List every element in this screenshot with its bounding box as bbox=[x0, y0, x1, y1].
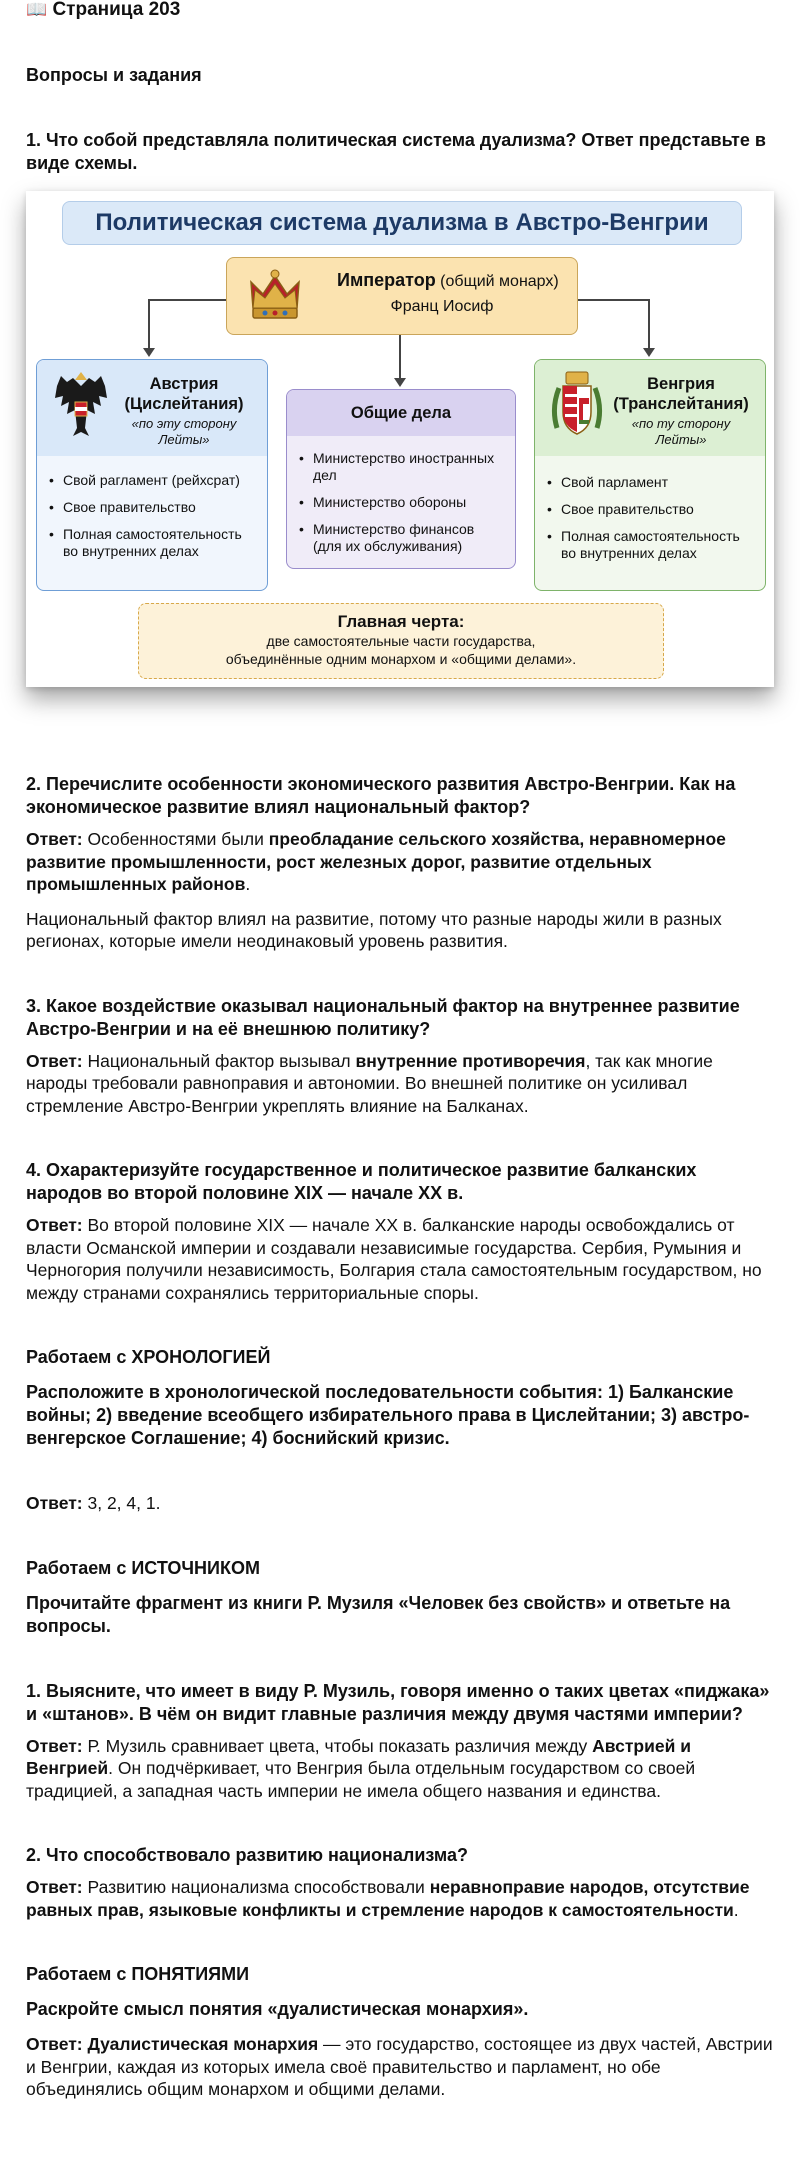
source-answer-1: Ответ: Р. Музиль сравнивает цвета, чтобы показать различия между Австрией и Венгрией. Он подчёркивает, что Венгрия была отдельным государством со своей традицией, а западная часть империи не имела общего названия и единства. bbox=[26, 1735, 696, 1801]
arrow-head bbox=[643, 348, 655, 357]
list-item: • Министерство финансов (для их обслуживания) bbox=[299, 521, 505, 555]
diagram-title: Политическая система дуализма в Австро-Венгрии bbox=[62, 201, 742, 245]
chronology-heading: Работаем с ХРОНОЛОГИЕЙ bbox=[26, 1347, 271, 1367]
common-list bbox=[299, 450, 505, 565]
list-item: • Полная самостоятельность во внутренних делах bbox=[49, 526, 259, 560]
chronology-answer: Ответ: 3, 2, 4, 1. bbox=[26, 1493, 161, 1513]
chronology-task: Расположите в хронологической последовательности события: 1) Балканские войны; 2) введение всеобщего избирательного права в Цислейтании; 3) австро-венгерское Соглашение; 4) боснийский кризис. bbox=[26, 1382, 750, 1448]
hungary-note-2: Лейты» bbox=[655, 432, 707, 447]
austria-subtitle: (Цислейтания) bbox=[124, 395, 244, 413]
list-item: • Свое правительство bbox=[547, 501, 757, 518]
page-title bbox=[26, 0, 774, 24]
page-title-text: Страница 203 bbox=[52, 0, 181, 20]
arrow-head bbox=[143, 348, 155, 357]
feature-title: Главная черта: bbox=[337, 612, 465, 631]
emperor-name: Франц Иосиф bbox=[390, 298, 494, 315]
feature-line-1: две самостоятельные части государства, bbox=[266, 633, 536, 649]
hungary-note-1: «по ту сторону bbox=[631, 416, 731, 431]
connector-line bbox=[576, 299, 650, 301]
answer-4: Ответ: Во второй половине XIX — начале XX в. балканские народы освобождались от власти Османской империи и создавали независимые государства. Сербия, Румыния и Черногория получили независимость, Болгария стала самостоятельным государством, но между странами сохранялись территориальные споры. bbox=[26, 1215, 762, 1303]
source-question-2: 2. Что способствовало развитию национализма? bbox=[26, 1845, 468, 1865]
source-heading: Работаем с ИСТОЧНИКОМ bbox=[26, 1557, 260, 1578]
connector-line bbox=[399, 333, 401, 379]
hungary-title: Венгрия bbox=[647, 375, 715, 393]
connector-line bbox=[148, 299, 150, 349]
answer-3: Ответ: Национальный фактор вызывал внутренние противоречия, так как многие народы требовали равноправия и автономии. Во внешней политике он усиливал стремление Австро-Венгрии укреплять влияние на Балканах. bbox=[26, 1050, 713, 1116]
section-heading-questions: Вопросы и задания bbox=[26, 65, 202, 85]
emperor-title: Император bbox=[337, 270, 436, 290]
austrian-eagle-icon bbox=[53, 372, 109, 442]
source-task: Прочитайте фрагмент из книги Р. Музиля «Человек без свойств» и ответьте на вопросы. bbox=[26, 1592, 731, 1636]
dualism-diagram bbox=[26, 191, 774, 687]
source-answer-2: Ответ: Развитию национализма способствовали неравноправие народов, отсутствие равных прав, языковые конфликты и стремление народов к самостоятельности. bbox=[26, 1877, 750, 1920]
connector-line bbox=[648, 299, 650, 349]
list-item: • Министерство иностранных дел bbox=[299, 450, 505, 484]
list-item: • Свой парламент bbox=[547, 474, 757, 491]
concepts-task: Раскройте смысл понятия «дуалистическая монархия». bbox=[26, 1999, 529, 2019]
arrow-head bbox=[394, 378, 406, 387]
list-item: • Министерство обороны bbox=[299, 494, 505, 511]
feature-line-2: объединённые одним монархом и «общими делами». bbox=[225, 651, 577, 667]
austria-note-1: «по эту сторону bbox=[131, 416, 237, 431]
concepts-heading: Работаем с ПОНЯТИЯМИ bbox=[26, 1964, 250, 1984]
austria-list bbox=[49, 472, 259, 570]
list-item: • Свой рагламент (рейхсрат) bbox=[49, 472, 259, 489]
question-4: 4. Охарактеризуйте государственное и политическое развитие балканских народов во второй половине XIX — начале XX в. bbox=[26, 1160, 697, 1203]
connector-line bbox=[148, 299, 226, 301]
hungary-list bbox=[547, 474, 757, 572]
answer-2-paragraph-2: Национальный фактор влиял на развитие, потому что разные народы жили в разных регионах, которые имели неодинаковый уровень развития. bbox=[26, 908, 722, 951]
book-icon: 📖 bbox=[26, 0, 48, 19]
hungarian-coat-of-arms-icon bbox=[549, 368, 605, 448]
austria-title: Австрия bbox=[149, 375, 219, 393]
concepts-answer: Ответ: Дуалистическая монархия — это государство, состоящее из двух частей, Австрии и Венгрии, каждая из которых имела своё правительство и парламент, но обе объединялись общим монархом и общими делами. bbox=[26, 2034, 773, 2099]
common-title: Общие дела bbox=[350, 404, 452, 422]
hungary-subtitle: (Транслейтания) bbox=[613, 395, 749, 413]
question-3: 3. Какое воздействие оказывал национальный фактор на внутреннее развитие Австро-Венгрии и на её внешнюю политику? bbox=[26, 995, 740, 1039]
crown-icon bbox=[245, 268, 305, 324]
hungary-box bbox=[534, 359, 766, 591]
source-question-1: 1. Выясните, что имеет в виду Р. Музиль, говоря именно о таких цветах «пиджака» и «штанов». В чём он видит главные различия между двумя частями империи? bbox=[26, 1680, 770, 1724]
question-1: 1. Что собой представляла политическая система дуализма? Ответ представьте в виде схемы. bbox=[26, 130, 766, 173]
austria-note-2: Лейты» bbox=[158, 432, 210, 447]
austria-box bbox=[36, 359, 268, 591]
common-affairs-box bbox=[286, 389, 516, 569]
list-item: • Полная самостоятельность во внутренних делах bbox=[547, 528, 757, 562]
answer-2: Ответ: Особенностями были преобладание сельского хозяйства, неравномерное развитие промышленности, рост железных дорог, развитие отдельных промышленных районов. bbox=[26, 829, 726, 894]
emperor-note: (общий монарх) bbox=[440, 273, 559, 290]
list-item: • Свое правительство bbox=[49, 499, 259, 516]
main-feature-box bbox=[138, 603, 664, 679]
emperor-box bbox=[226, 257, 578, 335]
question-2: 2. Перечислите особенности экономического развития Австро-Венгрии. Как на экономическое развитие влиял национальный фактор? bbox=[26, 774, 736, 817]
